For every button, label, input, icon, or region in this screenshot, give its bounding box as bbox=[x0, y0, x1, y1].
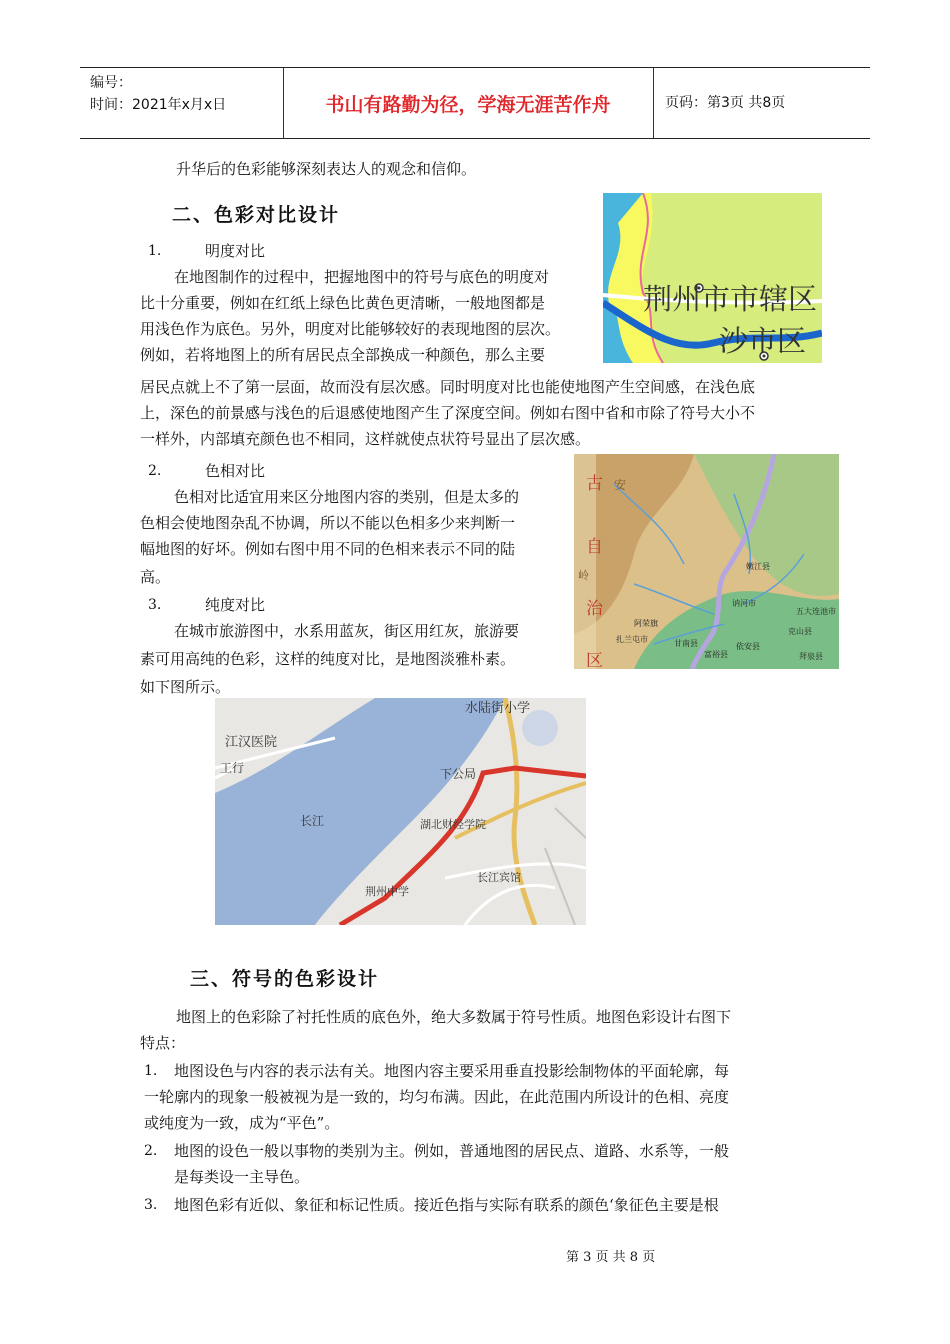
item-number: 1. bbox=[144, 1063, 158, 1079]
paragraph-line: 用浅色作为底色。另外，明度对比能够较好的表现地图的层次。 bbox=[140, 320, 561, 338]
header-motto: 书山有路勤为径，学海无涯苦作舟 bbox=[325, 93, 611, 116]
map-label: 下公局 bbox=[440, 767, 477, 781]
paragraph-line: 地图上的色彩除了衬托性质的底色外，绝大多数属于符号性质。地图色彩设计右图下 bbox=[176, 1008, 732, 1026]
paragraph-line: 在地图制作的过程中，把握地图中的符号与底色的明度对 bbox=[174, 268, 550, 286]
map-label: 工行 bbox=[220, 761, 245, 775]
section-heading: 三、符号的色彩设计 bbox=[190, 968, 380, 990]
map-label: 扎兰屯市 bbox=[616, 635, 648, 644]
map1-label-sub: 沙市区 bbox=[719, 324, 807, 358]
paragraph-line: 素可用高纯的色彩，这样的纯度对比，是地图淡雅朴素。 bbox=[140, 650, 516, 668]
paragraph-line: 例如，若将地图上的所有居民点全部换成一种颜色，那么主要 bbox=[140, 346, 546, 364]
map-label: 长江 bbox=[300, 814, 325, 828]
paragraph-line: 是每类设一主导色。 bbox=[174, 1168, 310, 1186]
item-number: 2. bbox=[144, 1143, 158, 1159]
terrain-map-image bbox=[574, 454, 839, 669]
paragraph-line: 地图色彩有近似、象征和标记性质。接近色指与实际有联系的颜色‘象征色主要是根 bbox=[174, 1196, 719, 1214]
map-label: 古 bbox=[586, 474, 603, 494]
map-label: 依安县 bbox=[736, 642, 760, 651]
item-title: 明度对比 bbox=[205, 242, 266, 260]
paragraph-line: 地图设色与内容的表示法有关。地图内容主要采用垂直投影绘制物体的平面轮廓，每 bbox=[174, 1062, 730, 1080]
map-label: 阿荣旗 bbox=[634, 619, 658, 628]
paragraph-line: 幅地图的好坏。例如右图中用不同的色相来表示不同的陆 bbox=[140, 540, 516, 558]
map-label: 区 bbox=[586, 651, 603, 669]
date-label: 时间：2021年x月x日 bbox=[90, 97, 227, 113]
map-label: 荆州中学 bbox=[365, 885, 409, 898]
map-label: 五大连池市 bbox=[796, 607, 836, 616]
header-page-info: 页码：第3页 共8页 bbox=[665, 95, 786, 111]
paragraph-line: 上，深色的前景感与浅色的后退感使地图产生了深度空间。例如右图中省和市除了符号大小不 bbox=[140, 404, 756, 422]
number-label: 编号： bbox=[90, 75, 132, 91]
page-header bbox=[80, 67, 870, 139]
map-label: 水陆街小学 bbox=[465, 701, 531, 716]
map-label: 富裕县 bbox=[704, 650, 728, 659]
map-label: 湖北财经学院 bbox=[420, 818, 486, 831]
paragraph-line: 高。 bbox=[140, 568, 171, 586]
map-label: 甘南县 bbox=[674, 639, 698, 648]
city-map-image bbox=[215, 698, 586, 925]
item-title: 色相对比 bbox=[205, 462, 266, 480]
item-number: 2. bbox=[148, 463, 162, 479]
item-title: 纯度对比 bbox=[205, 596, 266, 614]
map-label: 治 bbox=[586, 599, 603, 619]
map-label: 嫩江县 bbox=[746, 562, 770, 571]
paragraph-line: 特点： bbox=[140, 1034, 186, 1052]
map-label: 安 bbox=[614, 478, 627, 492]
paragraph-line: 在城市旅游图中，水系用蓝灰，街区用红灰，旅游要 bbox=[174, 622, 520, 640]
header-divider bbox=[653, 68, 654, 138]
paragraph-line: 或纯度为一致，成为“平色”。 bbox=[144, 1114, 340, 1132]
paragraph-line: 色相对比适宜用来区分地图内容的类别，但是太多的 bbox=[174, 488, 520, 506]
map-label: 克山县 bbox=[788, 627, 812, 636]
jingzhou-map-image bbox=[603, 193, 822, 363]
map-label: 岭 bbox=[578, 569, 589, 582]
header-meta bbox=[90, 72, 226, 116]
item-number: 3. bbox=[144, 1197, 158, 1213]
map-label: 自 bbox=[586, 537, 603, 557]
map-label: 讷河市 bbox=[732, 599, 756, 608]
section-heading: 二、色彩对比设计 bbox=[172, 204, 341, 226]
paragraph-line: 如下图所示。 bbox=[140, 678, 231, 696]
paragraph-line: 一轮廓内的现象一般被视为是一致的，均匀布满。因此，在此范围内所设计的色相、亮度 bbox=[144, 1088, 730, 1106]
map1-label-main: 荆州市市辖区 bbox=[643, 282, 818, 316]
page-footer: 第 3 页 共 8 页 bbox=[566, 1250, 656, 1265]
paragraph-line: 居民点就上不了第一层面，故而没有层次感。同时明度对比也能使地图产生空间感，在浅色底 bbox=[140, 378, 756, 396]
paragraph-line: 色相会使地图杂乱不协调，所以不能以色相多少来判断一 bbox=[140, 514, 516, 532]
intro-line: 升华后的色彩能够深刻表达人的观念和信仰。 bbox=[176, 160, 477, 178]
map-label: 拜泉县 bbox=[799, 652, 823, 661]
paragraph-line: 地图的设色一般以事物的类别为主。例如，普通地图的居民点、道路、水系等，一般 bbox=[174, 1142, 730, 1160]
paragraph-line: 一样外，内部填充颜色也不相同，这样就使点状符号显出了层次感。 bbox=[140, 430, 591, 448]
item-number: 3. bbox=[148, 597, 162, 613]
map-label: 长江宾馆 bbox=[477, 871, 521, 884]
item-number: 1. bbox=[148, 243, 162, 259]
map-label: 江汉医院 bbox=[225, 735, 278, 750]
paragraph-line: 比十分重要，例如在红纸上绿色比黄色更清晰，一般地图都是 bbox=[140, 294, 546, 312]
